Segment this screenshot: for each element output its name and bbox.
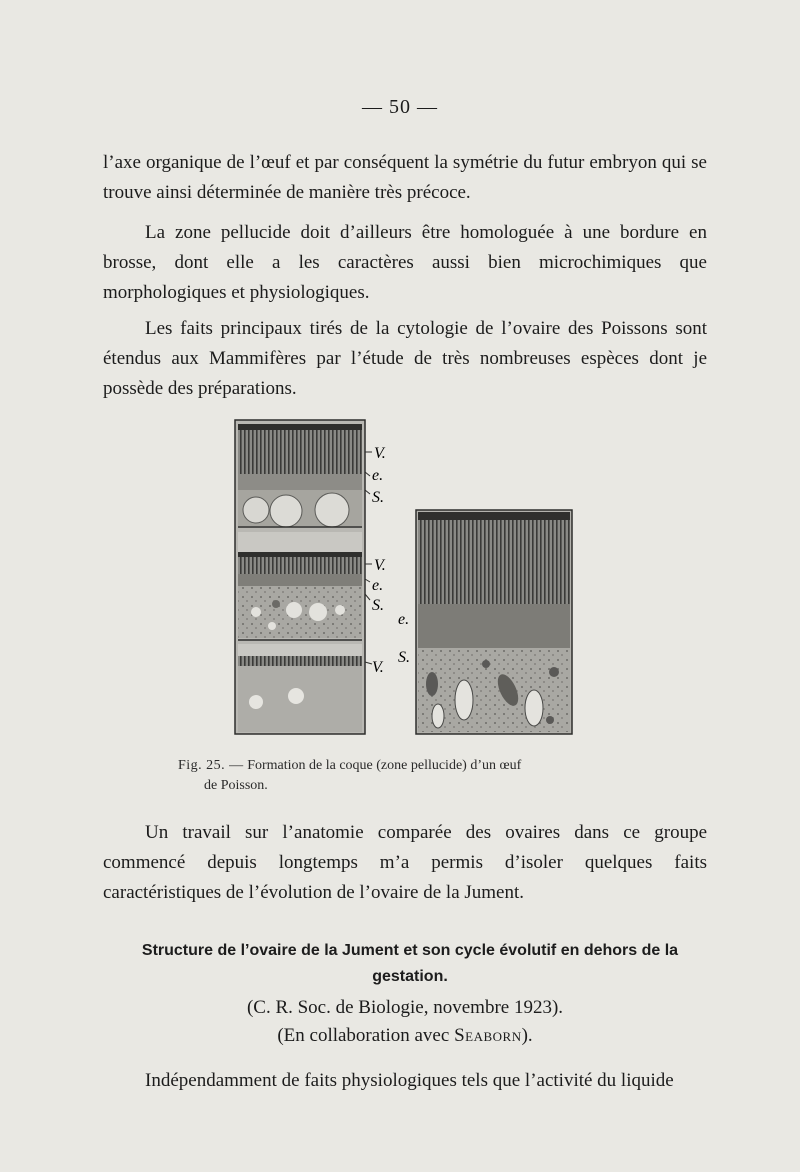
label-leader-line xyxy=(365,662,372,664)
section-heading: Structure de l’ovaire de la Jument et son cycle évolutif en dehors de la gestation. xyxy=(141,942,679,985)
page-number: — 50 — xyxy=(362,96,438,118)
label-v-panel-2: V. xyxy=(374,557,386,574)
paragraph-3: Les faits principaux tirés de la cytologie de l’ovaire des Poissons sont étendus aux Mammifères par l’étude de très nombreuses espèces dont je possède des préparations. xyxy=(103,318,707,399)
figure-panel-right xyxy=(416,510,572,734)
figure-illustration xyxy=(232,414,592,744)
label-s-right: S. xyxy=(398,649,410,666)
collaboration-name: Seaborn xyxy=(454,1025,522,1046)
figure-caption-line2: de Poisson. xyxy=(204,778,268,793)
label-e-panel-2: e. xyxy=(372,577,384,594)
figure-caption xyxy=(178,756,628,796)
label-v-panel-3: V. xyxy=(372,659,384,676)
final-paragraph: Indépendamment de faits physiologiques tels que l’activité du liquide xyxy=(145,1070,674,1091)
paragraph-after-figure: Un travail sur l’anatomie comparée des ovaires dans ce groupe commencé depuis longtemps m’a permis d’isoler quelques faits caractéristiques de l’évolution de l’ovaire de la Jument. xyxy=(103,822,707,903)
citation: (C. R. Soc. de Biologie, novembre 1923). xyxy=(246,997,564,1018)
paragraph-1: l’axe organique de l’œuf et par conséquent la symétrie du futur embryon qui se trouve ainsi déterminée de manière très précoce. xyxy=(103,152,707,203)
label-s-panel-1: S. xyxy=(372,489,384,506)
figure-panel-3 xyxy=(238,644,362,732)
collaboration-suffix: ). xyxy=(521,1025,533,1046)
paragraph-2: La zone pellucide doit d’ailleurs être homologuée à une bordure en brosse, dont elle a les caractères aussi bien microchimiques que morphologiques et physiologiques. xyxy=(103,222,707,303)
label-v-panel-1: V. xyxy=(374,445,386,462)
figure-panel-2 xyxy=(238,532,362,640)
collaboration-prefix: (En collaboration avec xyxy=(277,1025,455,1046)
figure-25 xyxy=(232,414,592,744)
figure-panel-1 xyxy=(238,424,362,527)
figure-caption-text: Formation de la coque (zone pellucide) d’un œuf xyxy=(247,758,522,773)
label-s-panel-2: S. xyxy=(372,597,384,614)
label-e-panel-1: e. xyxy=(372,467,384,484)
figure-caption-prefix: Fig. 25. — xyxy=(178,758,244,773)
collaboration-line xyxy=(100,1022,710,1050)
label-e-right: e. xyxy=(398,611,410,628)
